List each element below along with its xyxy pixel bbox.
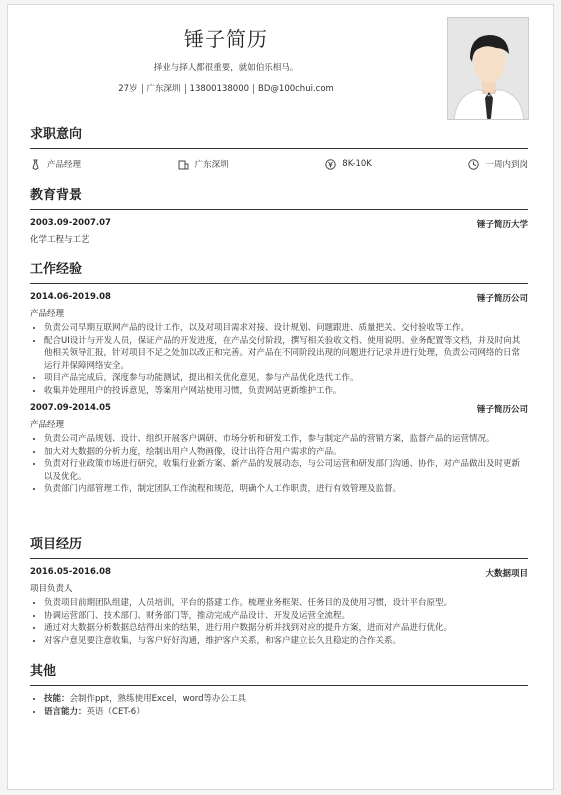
list-item: • 技能：会制作ppt，熟练使用Excel，word等办公工具 [44, 693, 528, 706]
list-item: • 负责公司早期互联网产品的设计工作，以及对项目需求对接、设计规划、问题跟进、质量把关、交付验收等工作。 [44, 322, 528, 335]
job-date: 2007.09-2014.05 [30, 403, 111, 413]
list-item: • 负责公司产品规划、设计、组织开展客户调研、市场分析和研发工作，参与制定产品的营销方案，监督产品的运营情况。 [44, 433, 528, 446]
resume-page [7, 4, 554, 790]
contact-info [8, 82, 444, 94]
job-role: 产品经理 [30, 309, 65, 319]
list-item: • 项目产品完成后，深度参与功能测试，提出相关优化意见，参与产品优化迭代工作。 [44, 372, 528, 385]
job-role: 产品经理 [30, 420, 65, 430]
other-list [30, 693, 528, 718]
list-item: • 协调运营部门、技术部门、财务部门等，推动完成产品设计、开发及运营全流程。 [44, 610, 528, 623]
section-work [30, 258, 528, 496]
list-item: • 通过对大数据分析数据总结得出来的结果，进行用户数据分析并找到对应的提升方案，进而对产品进行优化。 [44, 622, 528, 635]
list-item: • 收集并处理用户的投诉意见，等案用户网站使用习惯，负责网站更新维护工作。 [44, 385, 528, 398]
education-major: 化学工程与工艺 [30, 235, 90, 245]
project-duties [30, 597, 528, 647]
job-header [30, 292, 528, 304]
job-company: 锤子简历公司 [476, 294, 528, 304]
tie-icon [30, 159, 41, 170]
list-item: • 负责部门内部管理工作，制定团队工作流程和规范，明确个人工作职责，进行有效管理及监督。 [44, 483, 528, 496]
intent-row [30, 158, 528, 170]
phone: 13800138000 [189, 84, 250, 94]
list-item: • 加大对大数据的分析力度，绘制出用户人物画像，设计出符合用户需求的产品。 [44, 446, 528, 459]
project-name: 大数据项目 [485, 569, 528, 579]
intent-salary: 8K-10K [325, 158, 372, 170]
section-project [30, 533, 528, 647]
job-duties [30, 322, 528, 397]
education-school: 锤子简历大学 [476, 220, 528, 230]
email: BD@100chui.com [258, 84, 334, 94]
age: 27岁 [118, 84, 138, 94]
section-title-work: 工作经验 [30, 258, 528, 284]
job-header [30, 403, 528, 415]
building-icon [178, 159, 189, 170]
job-company: 锤子简历公司 [476, 405, 528, 415]
intent-position: 产品经理 [30, 158, 81, 170]
list-item: • 负责对行业政策市场进行研究，收集行业新方案、新产品的发展动态，与公司运营和研发部门沟通、协作，对产品做出及时更新以及优化。 [44, 458, 528, 483]
location: 广东深圳 [146, 84, 181, 94]
profile-photo [447, 17, 529, 120]
section-education [30, 184, 528, 245]
section-other [30, 660, 528, 718]
section-intent [30, 123, 528, 170]
section-title-other: 其他 [30, 660, 528, 686]
clock-icon [468, 159, 479, 170]
list-item: • 对客户意见要注意收集，与客户好好沟通，维护客户关系，和客户建立长久且稳定的合作关系。 [44, 635, 528, 648]
section-title-project: 项目经历 [30, 533, 528, 559]
job-duties [30, 433, 528, 496]
resume-name: 锤子简历 [184, 27, 268, 51]
list-item: • 负责项目前期团队组建，人员培训，平台的搭建工作。梳理业务框架、任务目的及使用习惯，设计平台原型。 [44, 597, 528, 610]
resume-motto: 择业与择人都很重要，就如伯乐相马。 [153, 63, 299, 73]
project-date: 2016.05-2016.08 [30, 567, 111, 577]
intent-city: 广东深圳 [178, 158, 229, 170]
job-date: 2014.06-2019.08 [30, 292, 111, 302]
section-title-intent: 求职意向 [30, 123, 528, 149]
resume-header [8, 5, 553, 115]
project-header [30, 567, 528, 579]
intent-availability: 一周内到岗 [468, 158, 528, 170]
list-item: • 语言能力：英语（CET-6） [44, 706, 528, 719]
list-item: • 配合UI设计与开发人员，保证产品的开发进度，在产品交付阶段，撰写相关验收文档、使用说明、业务配置等文档，并及时向其他相关领导汇报，针对项目不足之处加以改正和完善。对产品在不同阶段出现的问题进行记录并进行处理，负责公司网络的日常运行并保障网络安全。 [44, 335, 528, 373]
project-role: 项目负责人 [30, 584, 73, 594]
education-row [30, 218, 528, 230]
education-date: 2003.09-2007.07 [30, 218, 111, 228]
yen-icon [325, 159, 336, 170]
section-title-education: 教育背景 [30, 184, 528, 210]
